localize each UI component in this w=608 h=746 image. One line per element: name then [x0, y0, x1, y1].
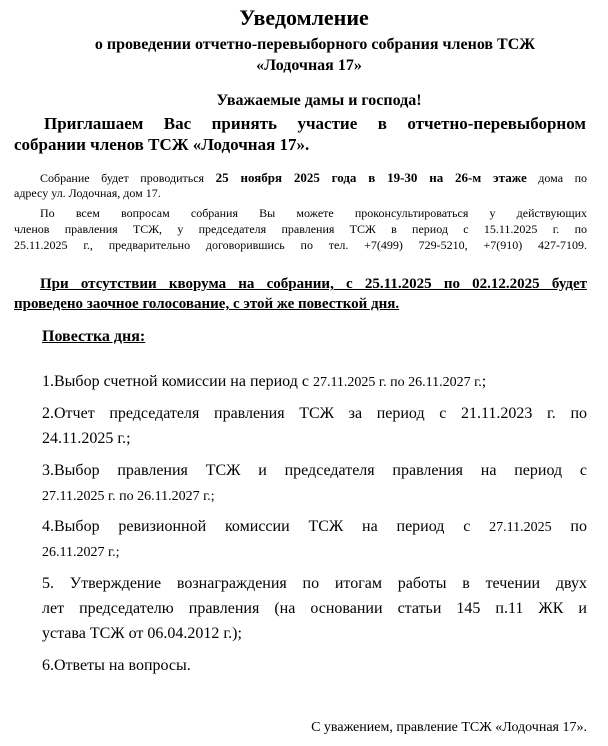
agenda-item-3-line2 — [42, 487, 215, 505]
invitation-line2: собрании членов ТСЖ «Лодочная 17». — [14, 135, 310, 154]
agenda-item-4-text: 4.Выбор ревизионной комиссии ТСЖ на период с — [42, 518, 490, 535]
agenda-item-1 — [42, 373, 486, 391]
signature: С уважением, правление ТСЖ «Лодочная 17». — [311, 720, 587, 735]
meeting-date-text1: Собрание будет проводиться — [40, 171, 216, 185]
invitation-line1: Приглашаем Вас принять участие в отчетно-перевыборном — [44, 114, 586, 133]
agenda-item-3-dates: 27.11.2025 г. по 26.11.2027 г.; — [42, 489, 215, 504]
agenda-item-5-line1: 5. Утверждение вознаграждения по итогам работы в течении двух — [42, 575, 587, 592]
agenda-item-5-line2: лет председателю правления (на основании статьи 145 п.11 ЖК и — [42, 600, 587, 617]
agenda-heading: Повестка дня: — [42, 328, 146, 345]
agenda-item-4-date2: 26.11.2027 г.; — [42, 545, 120, 560]
agenda-item-1-text: 1.Выбор счетной комиссии на период с — [42, 373, 313, 390]
agenda-item-1-end: ; — [481, 373, 487, 390]
quorum-notice-line1: При отсутствии кворума на собрании, с 25.11.2025 по 02.12.2025 будет — [40, 276, 587, 292]
quorum-notice-line2: проведено заочное голосование, с этой же повесткой дня. — [14, 296, 400, 312]
agenda-item-4-line1 — [42, 518, 587, 536]
consult-line1: По всем вопросам собрания Вы можете проконсультироваться у действующих — [40, 206, 587, 220]
agenda-item-6: 6.Ответы на вопросы. — [42, 657, 191, 674]
agenda-item-1-dates: 27.11.2025 г. по 26.11.2027 г. — [312, 375, 482, 390]
greeting: Уважаемые дамы и господа! — [216, 92, 422, 109]
agenda-item-5-line3: устава ТСЖ от 06.04.2012 г.); — [42, 625, 242, 642]
agenda-item-3-line1: 3.Выбор правления ТСЖ и председателя правления на период с — [42, 462, 587, 479]
consult-line3: 25.11.2025 г., предварительно договорившись по тел. +7(499) 729-5210, +7(910) 427-7109. — [14, 238, 587, 252]
agenda-item-4-po: по — [551, 518, 587, 535]
notice-title: Уведомление — [239, 5, 369, 30]
meeting-date-text2: дома по — [526, 171, 588, 185]
agenda-item-2-line1: 2.Отчет председателя правления ТСЖ за период с 21.11.2023 г. по — [42, 405, 587, 422]
agenda-item-4-line2 — [42, 543, 120, 561]
meeting-address-line: адресу ул. Лодочная, дом 17. — [14, 186, 161, 200]
notice-subtitle-line1: о проведении отчетно-перевыборного собрания членов ТСЖ — [94, 36, 536, 53]
agenda-item-4-date: 27.11.2025 — [489, 520, 552, 535]
meeting-date-bold: 25 ноября 2025 года в 19-30 на 26-м этаже — [215, 170, 527, 185]
consult-line2: членов правления ТСЖ, у председателя правления ТСЖ в период с 15.11.2025 г. по — [14, 222, 587, 236]
notice-subtitle-line2: «Лодочная 17» — [256, 57, 362, 74]
agenda-item-2-line2: 24.11.2025 г.; — [42, 430, 131, 447]
meeting-date-line — [40, 170, 587, 186]
